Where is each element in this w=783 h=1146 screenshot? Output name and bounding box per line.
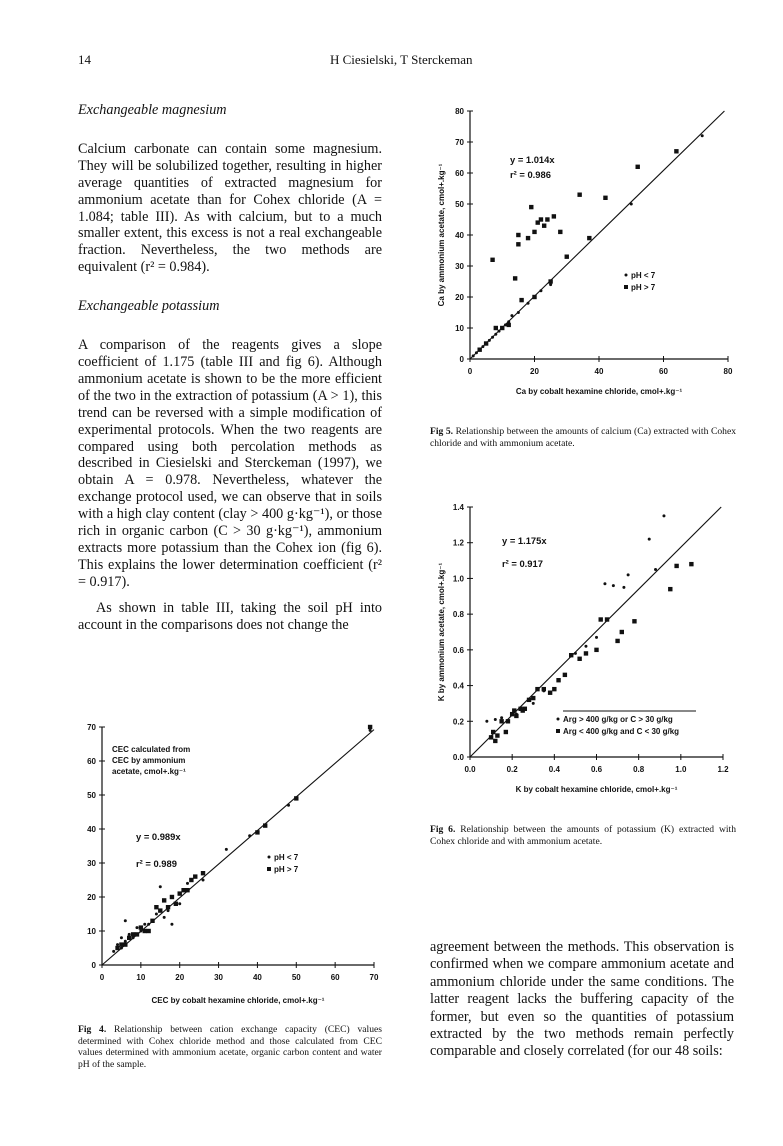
data-point-square: [489, 735, 493, 739]
y-tick-label: 30: [455, 262, 464, 271]
data-point-dot: [116, 943, 119, 946]
data-point-dot: [491, 336, 494, 339]
legend-marker-square: [267, 867, 271, 871]
data-point-dot: [630, 203, 633, 206]
data-point-dot: [494, 333, 497, 336]
legend-marker-square: [556, 729, 560, 733]
legend-label: pH > 7: [274, 865, 299, 874]
data-point-dot: [574, 652, 577, 655]
data-point-dot: [654, 568, 657, 571]
legend-marker-dot: [625, 274, 628, 277]
y-tick-label: 0.8: [452, 610, 464, 620]
x-tick-label: 0.0: [464, 765, 476, 774]
data-point-square: [603, 196, 607, 200]
y-tick-label: 80: [455, 107, 464, 116]
figure-5-caption: [430, 426, 736, 449]
data-point-square: [154, 905, 158, 909]
data-point-square: [506, 719, 510, 723]
x-tick-label: 0: [467, 367, 473, 376]
x-axis-label: Ca by cobalt hexamine chloride, cmol+.kg⁻¹: [515, 387, 683, 396]
data-point-dot: [139, 930, 142, 933]
data-point-dot: [124, 940, 127, 943]
figure-6-caption-text: Relationship between the amounts of potassium (K) extracted with Cohex chloride and with ammonium acetate.: [430, 824, 736, 847]
paragraph-magnesium: Calcium carbonate can contain some magnesium. They will be solubilized together, resulting in higher average quantities of extracted magnesium for ammonium acetate than for Cohex chloride (A = 1.084; table III). As with calcium, but to a much smaller extent, this excess is not a real exchangeable fraction. Nevertheless, the two methods are equivalent (r² = 0.984).: [78, 140, 382, 276]
y-axis-label: CEC by ammonium: [112, 756, 186, 765]
data-point-square: [158, 908, 162, 912]
y-tick-label: 20: [87, 893, 96, 902]
data-point-dot: [494, 718, 497, 721]
data-point-square: [512, 708, 516, 712]
data-point-square: [532, 295, 536, 299]
y-tick-label: 1.2: [452, 538, 464, 548]
x-tick-label: 20: [175, 973, 185, 982]
data-point-square: [552, 214, 556, 218]
y-axis-label: K by ammonium acetate, cmol+.kg⁻¹: [437, 562, 446, 702]
y-tick-label: 0.4: [452, 681, 464, 691]
data-point-square: [495, 733, 499, 737]
x-tick-label: 0.8: [633, 765, 645, 774]
data-point-square: [552, 687, 556, 691]
data-point-square: [526, 236, 530, 240]
legend-label: pH > 7: [631, 283, 656, 292]
regression-equation: y = 0.989x: [136, 831, 181, 842]
y-tick-label: 0.6: [452, 645, 464, 655]
legend-label: pH < 7: [631, 271, 656, 280]
figure-6-label: Fig 6.: [430, 824, 456, 835]
data-point-square: [516, 242, 520, 246]
data-point-square: [119, 942, 123, 946]
data-point-square: [185, 888, 189, 892]
data-point-square: [504, 730, 508, 734]
y-axis-label: acetate, cmol+.kg⁻¹: [112, 767, 186, 776]
r-squared-label: r² = 0.989: [136, 858, 177, 869]
data-point-square: [150, 919, 154, 923]
data-point-square: [368, 725, 372, 729]
data-point-dot: [648, 538, 651, 541]
y-tick-label: 50: [455, 200, 464, 209]
figure-5-caption-text: Relationship between the amounts of calcium (Ca) extracted with Cohex chloride and with ammonium acetate.: [430, 426, 736, 449]
data-point-square: [131, 932, 135, 936]
y-tick-label: 10: [87, 927, 96, 936]
y-axis-label: CEC calculated from: [112, 745, 191, 754]
data-point-square: [674, 149, 678, 153]
data-point-square: [594, 648, 598, 652]
data-point-square: [519, 298, 523, 302]
data-point-dot: [202, 879, 205, 882]
data-point-square: [494, 326, 498, 330]
data-point-square: [527, 698, 531, 702]
data-point-square: [620, 630, 624, 634]
x-tick-label: 1.0: [675, 765, 687, 774]
data-point-square: [181, 888, 185, 892]
data-point-dot: [120, 936, 123, 939]
data-point-square: [166, 905, 170, 909]
data-point-square: [532, 230, 536, 234]
data-point-square: [689, 562, 693, 566]
data-point-square: [513, 276, 517, 280]
running-head: H Ciesielski, T Sterckeman: [330, 52, 473, 67]
data-point-square: [569, 653, 573, 657]
y-tick-label: 0: [91, 961, 96, 970]
data-point-square: [493, 739, 497, 743]
data-point-dot: [612, 584, 615, 587]
data-point-square: [139, 925, 143, 929]
figure-4-caption-text: Relationship between cation exchange capacity (CEC) values determined with Cohex chloride method and those calculated from CEC values determined with ammonium acetate, organic carbon content and water pH of the sample.: [78, 1024, 382, 1070]
data-point-dot: [510, 314, 513, 317]
data-point-dot: [248, 834, 251, 837]
data-point-dot: [622, 586, 625, 589]
y-tick-label: 40: [455, 231, 464, 240]
x-tick-label: 40: [252, 973, 262, 982]
r-squared-label: r² = 0.917: [502, 558, 543, 569]
data-point-dot: [163, 916, 166, 919]
data-point-dot: [485, 720, 488, 723]
y-tick-label: 70: [455, 138, 464, 147]
data-point-square: [162, 898, 166, 902]
y-tick-label: 50: [87, 791, 96, 800]
data-point-dot: [532, 702, 535, 705]
data-point-dot: [135, 926, 138, 929]
data-point-square: [632, 619, 636, 623]
data-point-square: [255, 830, 259, 834]
data-point-square: [556, 678, 560, 682]
x-tick-label: 10: [136, 973, 146, 982]
data-point-square: [201, 871, 205, 875]
data-point-square: [484, 341, 488, 345]
legend-marker-dot: [557, 718, 560, 721]
y-tick-label: 70: [87, 723, 96, 732]
paragraph-potassium-1: A comparison of the reagents gives a slope coefficient of 1.175 (table III and fig 6). Although ammonium acetate is shown to be the more efficient of the two in the extraction of potassium (A > 1), this trend can be reversed with a simple modification of experimental protocols. When the two reagents are compared using both percolation methods as described in Ciesielski and Sterckeman (1997), we obtain A = 0.978. Nevertheless, whatever the exchange protocol used, we can observe that in soils with a high clay content (clay > 400 g·kg⁻¹), or those rich in organic carbon (C > 30 g·kg⁻¹), ammonium extracts more potassium than the Cohex ion (fig 6). This explains the lower determination coefficient (r² = 0.917).: [78, 337, 382, 590]
data-point-square: [577, 193, 581, 197]
figure-4-scatter-chart: [74, 720, 394, 1005]
data-point-square: [507, 323, 511, 327]
data-point-square: [477, 348, 481, 352]
data-point-square: [127, 936, 131, 940]
figure-4-label: Fig 4.: [78, 1024, 107, 1035]
data-point-dot: [124, 919, 127, 922]
data-point-square: [542, 687, 546, 691]
x-tick-label: 70: [369, 973, 379, 982]
data-point-dot: [159, 885, 162, 888]
data-point-square: [599, 617, 603, 621]
paragraph-potassium-2: As shown in table III, taking the soil pH into account in the comparisons does not change the: [78, 599, 382, 633]
x-axis-label: CEC by cobalt hexamine chloride, cmol+.kg⁻¹: [151, 996, 325, 1005]
section-heading-potassium: Exchangeable potassium: [78, 298, 220, 315]
y-tick-label: 40: [87, 825, 96, 834]
data-point-dot: [147, 923, 150, 926]
data-point-dot: [143, 923, 146, 926]
y-tick-label: 30: [87, 859, 96, 868]
data-point-square: [263, 823, 267, 827]
y-tick-label: 0: [459, 355, 464, 364]
legend-label: pH < 7: [274, 853, 299, 862]
data-point-square: [577, 657, 581, 661]
data-point-dot: [527, 302, 530, 305]
y-tick-label: 60: [87, 757, 96, 766]
data-point-dot: [539, 289, 542, 292]
x-tick-label: 60: [659, 367, 668, 376]
x-tick-label: 80: [723, 367, 733, 376]
x-axis-label: K by cobalt hexamine chloride, cmol+.kg⁻¹: [515, 785, 678, 794]
data-point-square: [636, 165, 640, 169]
data-point-dot: [517, 311, 520, 314]
y-tick-label: 10: [455, 324, 464, 333]
data-point-square: [514, 714, 518, 718]
data-point-square: [189, 878, 193, 882]
page-number: 14: [78, 52, 91, 67]
data-point-square: [146, 929, 150, 933]
data-point-square: [500, 326, 504, 330]
data-point-square: [294, 796, 298, 800]
data-point-square: [123, 942, 127, 946]
y-tick-label: 0.2: [452, 717, 464, 727]
data-point-square: [529, 205, 533, 209]
r-squared-label: r² = 0.986: [510, 169, 551, 180]
data-point-dot: [584, 645, 587, 648]
data-point-square: [587, 236, 591, 240]
data-point-square: [535, 687, 539, 691]
data-point-dot: [662, 514, 665, 517]
x-tick-label: 20: [530, 367, 539, 376]
x-tick-label: 0: [99, 973, 105, 982]
data-point-square: [115, 946, 119, 950]
figure-4-caption: [78, 1024, 382, 1070]
y-tick-label: 0.0: [452, 753, 464, 762]
section-heading-magnesium: Exchangeable magnesium: [78, 102, 227, 118]
data-point-dot: [595, 636, 598, 639]
data-point-square: [135, 932, 139, 936]
x-tick-label: 0.4: [548, 765, 560, 774]
legend-label: Arg > 400 g/kg or C > 30 g/kg: [563, 715, 673, 724]
data-point-square: [668, 587, 672, 591]
y-tick-label: 60: [455, 169, 464, 178]
y-axis-label: Ca by ammonium acetate, cmol+.kg⁻¹: [437, 163, 446, 307]
y-tick-label: 1.4: [452, 503, 464, 512]
x-tick-label: 40: [594, 367, 604, 376]
figure-6-caption: [430, 824, 736, 847]
data-point-square: [178, 891, 182, 895]
x-tick-label: 0.6: [590, 765, 603, 774]
x-tick-label: 60: [330, 973, 340, 982]
data-point-square: [490, 258, 494, 262]
data-point-square: [542, 224, 546, 228]
left-column-text: [78, 102, 382, 642]
legend-marker-square: [624, 285, 628, 289]
data-point-dot: [120, 947, 123, 950]
data-point-dot: [369, 729, 372, 732]
data-point-square: [523, 707, 527, 711]
paragraph-continuation: agreement between the methods. This observation is confirmed when we compare ammonium acetate and ammonium chloride under the same conditions. The latter reagent lacks the buffering capacity of the former, but even so the quantities of potassium extracted by the two methods remain perfectly comparable and closely correlated (for our 48 soils:: [430, 939, 734, 1060]
data-point-dot: [128, 933, 131, 936]
data-point-square: [545, 217, 549, 221]
right-column-text: [430, 939, 734, 1070]
data-point-square: [605, 617, 609, 621]
data-point-square: [174, 902, 178, 906]
data-point-square: [548, 691, 552, 695]
figure-6-scatter-chart: [430, 495, 750, 805]
data-point-square: [516, 233, 520, 237]
data-point-dot: [170, 923, 173, 926]
y-tick-label: 20: [455, 293, 464, 302]
figure-5-scatter-chart: [430, 100, 750, 410]
data-point-square: [563, 673, 567, 677]
data-point-dot: [603, 582, 606, 585]
data-point-dot: [186, 882, 189, 885]
data-point-dot: [287, 804, 290, 807]
regression-equation: y = 1.014x: [510, 154, 555, 165]
data-point-dot: [167, 909, 170, 912]
data-point-square: [565, 255, 569, 259]
data-point-square: [170, 895, 174, 899]
data-point-square: [491, 730, 495, 734]
data-point-square: [558, 230, 562, 234]
x-tick-label: 30: [214, 973, 224, 982]
data-point-square: [548, 279, 552, 283]
data-point-square: [531, 696, 535, 700]
legend-marker-dot: [268, 856, 271, 859]
figure-5-label: Fig 5.: [430, 426, 454, 437]
data-point-square: [499, 719, 503, 723]
data-point-dot: [178, 902, 181, 905]
x-tick-label: 50: [291, 973, 301, 982]
x-tick-label: 1.2: [717, 765, 729, 774]
y-tick-label: 1.0: [452, 574, 464, 584]
data-point-dot: [155, 913, 158, 916]
data-point-square: [584, 651, 588, 655]
regression-equation: y = 1.175x: [502, 535, 547, 546]
data-point-square: [539, 217, 543, 221]
data-point-square: [615, 639, 619, 643]
data-point-dot: [500, 716, 503, 719]
data-point-dot: [627, 573, 630, 576]
data-point-square: [143, 929, 147, 933]
data-point-dot: [225, 848, 228, 851]
data-point-dot: [132, 936, 135, 939]
x-tick-label: 0.2: [506, 765, 518, 774]
data-point-dot: [112, 950, 115, 953]
data-point-dot: [472, 354, 475, 357]
data-point-square: [193, 874, 197, 878]
data-point-square: [674, 564, 678, 568]
legend-label: Arg < 400 g/kg and C < 30 g/kg: [563, 727, 680, 736]
data-point-dot: [701, 134, 704, 137]
